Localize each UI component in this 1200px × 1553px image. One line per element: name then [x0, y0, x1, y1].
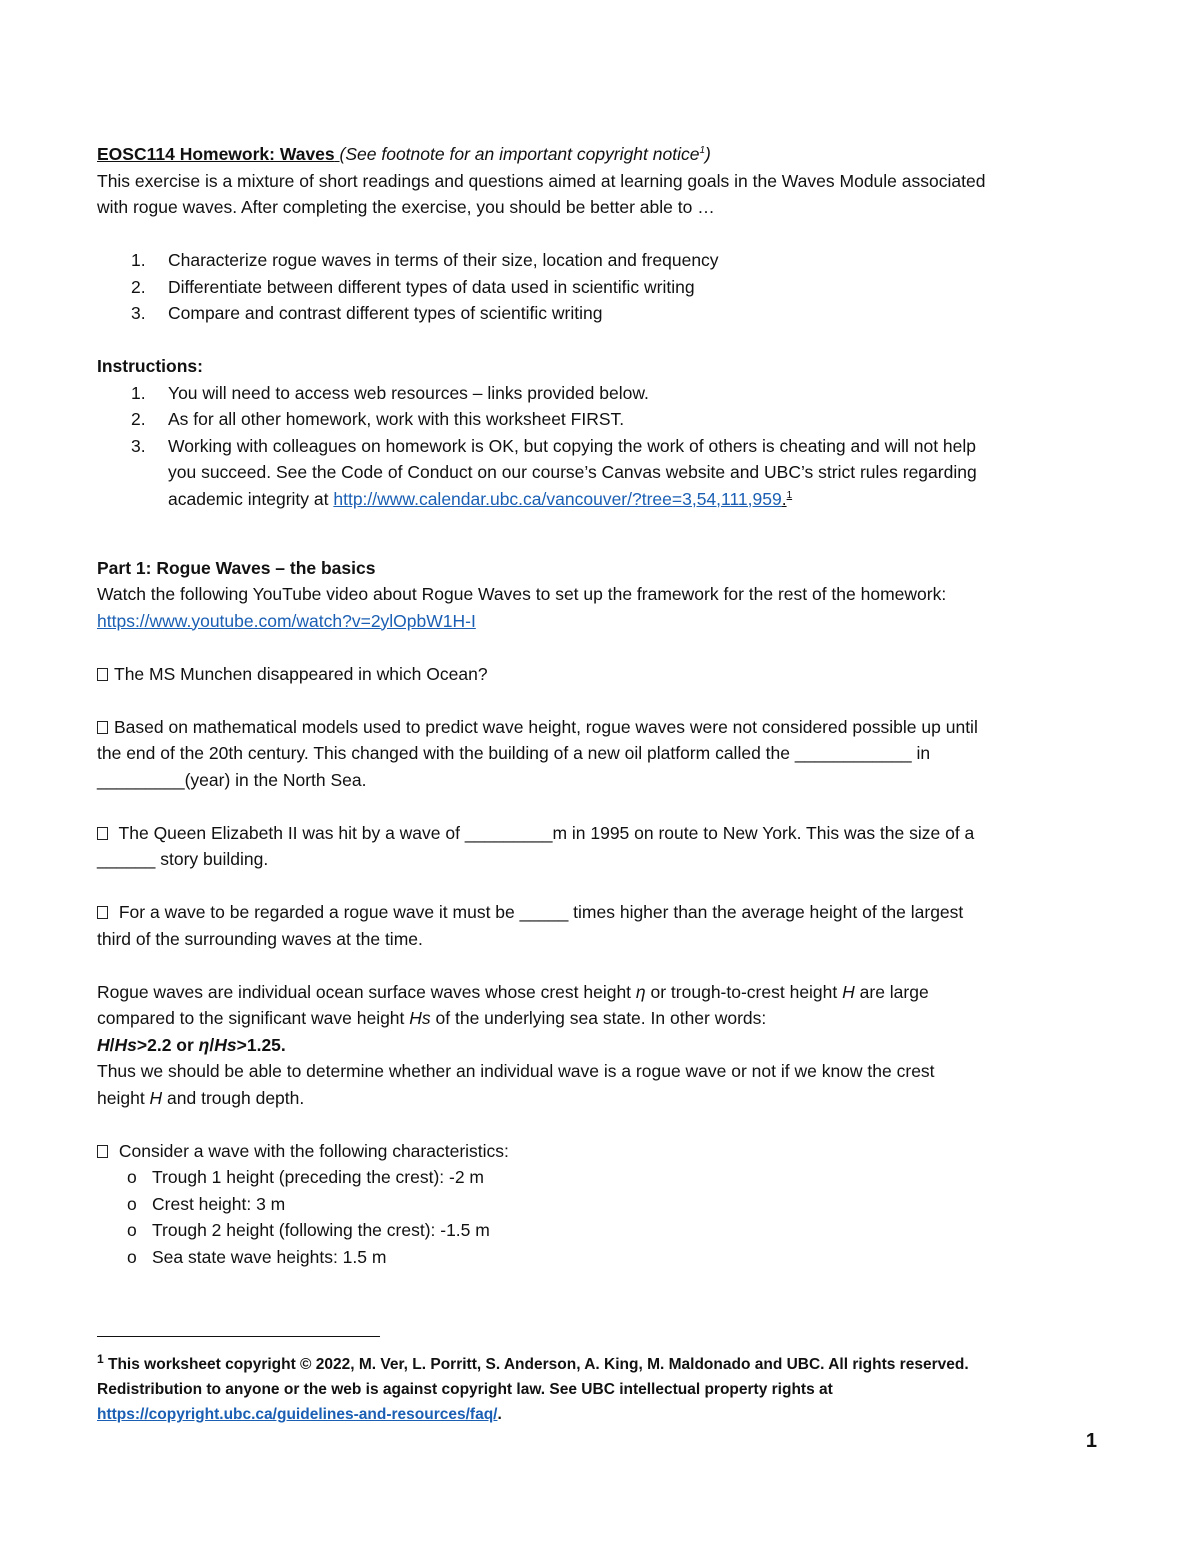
intro-line-2: with rogue waves. After completing the exercise, you should be better able to … [97, 197, 715, 217]
question-2: Based on mathematical models used to predict wave height, rogue waves were not considered possible up until [97, 714, 1103, 741]
footnote: $^1$ This worksheet copyright © 2022, M. Ver, L. Porritt, S. Anderson, A. King, M. Maldonado and UBC. All rights reserved. Redistribution to anyone or the web is against copyright law. See UBC intellectual property rights at https://copyright.ubc.ca/guidelines-and-resources/faq/. [97, 1351, 969, 1423]
checkbox-icon [97, 906, 108, 919]
list-item: o Trough 2 height (following the crest): -1.5 m [127, 1220, 490, 1240]
instructions-list [97, 380, 1103, 513]
calendar-link[interactable]: http://www.calendar.ubc.ca/vancouver/?tree=3,54,111,959 [333, 488, 782, 509]
question-1: The MS Munchen disappeared in which Ocean? [97, 661, 1103, 688]
definition-line-4: Thus we should be able to determine whether an individual wave is a rogue wave or not if we know the crest [97, 1061, 935, 1081]
question-5: Consider a wave with the following characteristics: [97, 1138, 1103, 1165]
list-item: o Trough 1 height (preceding the crest): -2 m [127, 1167, 485, 1187]
definition-line-2: compared to the significant wave height Hs of the underlying sea state. In other words: [97, 1008, 767, 1028]
list-item: o Crest height: 3 m [127, 1193, 286, 1214]
document-page: EOSC114 Homework: Waves (See footnote for an important copyright notice$^1$) This exercise is a mixture of short readings and questions aimed at learning goals in the Waves Module associated with rogue waves. After completing the exercise, you should be better able to … 1. Characterize rogue waves in terms of their size, location and frequency 2. Differentiate between different types of data used in scientific writing 3. Compare and contrast different types of scientific writing Instructions: 1. You will need to access web resources – links provided below. 2. As for all other homework, work with this worksheet FIRST. 3. Working with colleagues on homework is OK, but copying the work of others is cheating and will not help you succeed. See the Code of Conduct on our course’s Canvas website and UBC’s strict rules regarding academic integrity at http://www.calendar.ubc.ca/vancouver/?tree=3,54,111,959.$^1$ Part 1: Rogue Waves – the basics Watch the following YouTube video about Rogue Waves to set up the framework for the rest of the homework: https://www.youtube.com/watch?v=2ylOpbW1H-I The MS Munchen disappeared in which Ocean? Based on mathematical models used to predict wave height, rogue waves were not considered possible up until the end of the 20th century. This changed with the building of a new oil platform called the ____________ in _________(year) in the North Sea. The Queen Elizabeth II was hit by a wave of _________m in 1995 on route to New York. This was the size of a ______ story building. For a wave to be regarded a rogue wave it must be _____ times higher than the average height of the largest third of the surrounding waves at the time. Rogue waves are individual ocean surface waves whose crest height η or trough-to-crest height H are large compared to the significant wave height Hs of the underlying sea state. In other words: H/Hs>2.2 or η/Hs>1.25. Thus we should be able to determine whether an individual wave is a rogue wave or not if we know the crest height H and trough depth. Consider a wave with the following characteristics: o Trough 1 height (preceding the crest): -2 m o Crest height: 3 m o Trough 2 height (following the crest): -1.5 m o Sea state wave heights: 1.5 m [97, 0, 1103, 1270]
list-item: 1. Characterize rogue waves in terms of their size, location and frequency [131, 250, 719, 270]
list-item: 3. Compare and contrast different types of scientific writing [131, 303, 603, 323]
checkbox-icon [97, 721, 108, 734]
definition-line-5: height H and trough depth. [97, 1087, 305, 1108]
checkbox-icon [97, 668, 108, 681]
learning-goals-list [97, 247, 1103, 327]
list-item: 2. Differentiate between different types of data used in scientific writing [131, 276, 695, 297]
copyright-note: (See footnote for an important copyright notice [339, 144, 700, 164]
youtube-link[interactable]: https://www.youtube.com/watch?v=2ylOpbW1H-I [97, 610, 476, 631]
intro-line-1: This exercise is a mixture of short readings and questions aimed at learning goals in the Waves Module associated [97, 170, 986, 191]
checkbox-icon [97, 1145, 108, 1158]
list-item: 1. You will need to access web resources – links provided below. [131, 382, 649, 403]
instructions-heading: Instructions: [97, 356, 203, 376]
footnote-separator [97, 1336, 380, 1337]
definition-formula: H/Hs>2.2 or η/Hs>1.25. [97, 1034, 286, 1055]
page-number: 1 [1085, 1430, 1097, 1452]
question-4: For a wave to be regarded a rogue wave it must be _____ times higher than the average height of the largest [97, 899, 1103, 926]
title-line: EOSC114 Homework: Waves (See footnote for an important copyright notice$^1$) [97, 144, 711, 164]
definition-line-1: Rogue waves are individual ocean surface waves whose crest height η or trough-to-crest height H are large [97, 981, 929, 1002]
list-item: 2. As for all other homework, work with this worksheet FIRST. [131, 409, 625, 429]
wave-characteristics-list [97, 1164, 1103, 1270]
list-item: o Sea state wave heights: 1.5 m [127, 1246, 387, 1267]
course-title: EOSC114 Homework: Waves [97, 144, 335, 164]
list-item: 3. Working with colleagues on homework is OK, but copying the work of others is cheating and will not help you succeed. See the Code of Conduct on our course’s Canvas website and UBC’s strict rules regarding academic integrity at http://www.calendar.ubc.ca/vancouver/?tree=3,54,111,959.$^1$ [131, 435, 977, 509]
part1-intro: Watch the following YouTube video about Rogue Waves to set up the framework for the rest of the homework: [97, 584, 947, 604]
question-3: The Queen Elizabeth II was hit by a wave of _________m in 1995 on route to New York. This was the size of a [97, 820, 1103, 847]
part1-heading: Part 1: Rogue Waves – the basics [97, 557, 376, 578]
checkbox-icon [97, 827, 108, 840]
copyright-link[interactable]: https://copyright.ubc.ca/guidelines-and-resources/faq/ [97, 1406, 498, 1423]
